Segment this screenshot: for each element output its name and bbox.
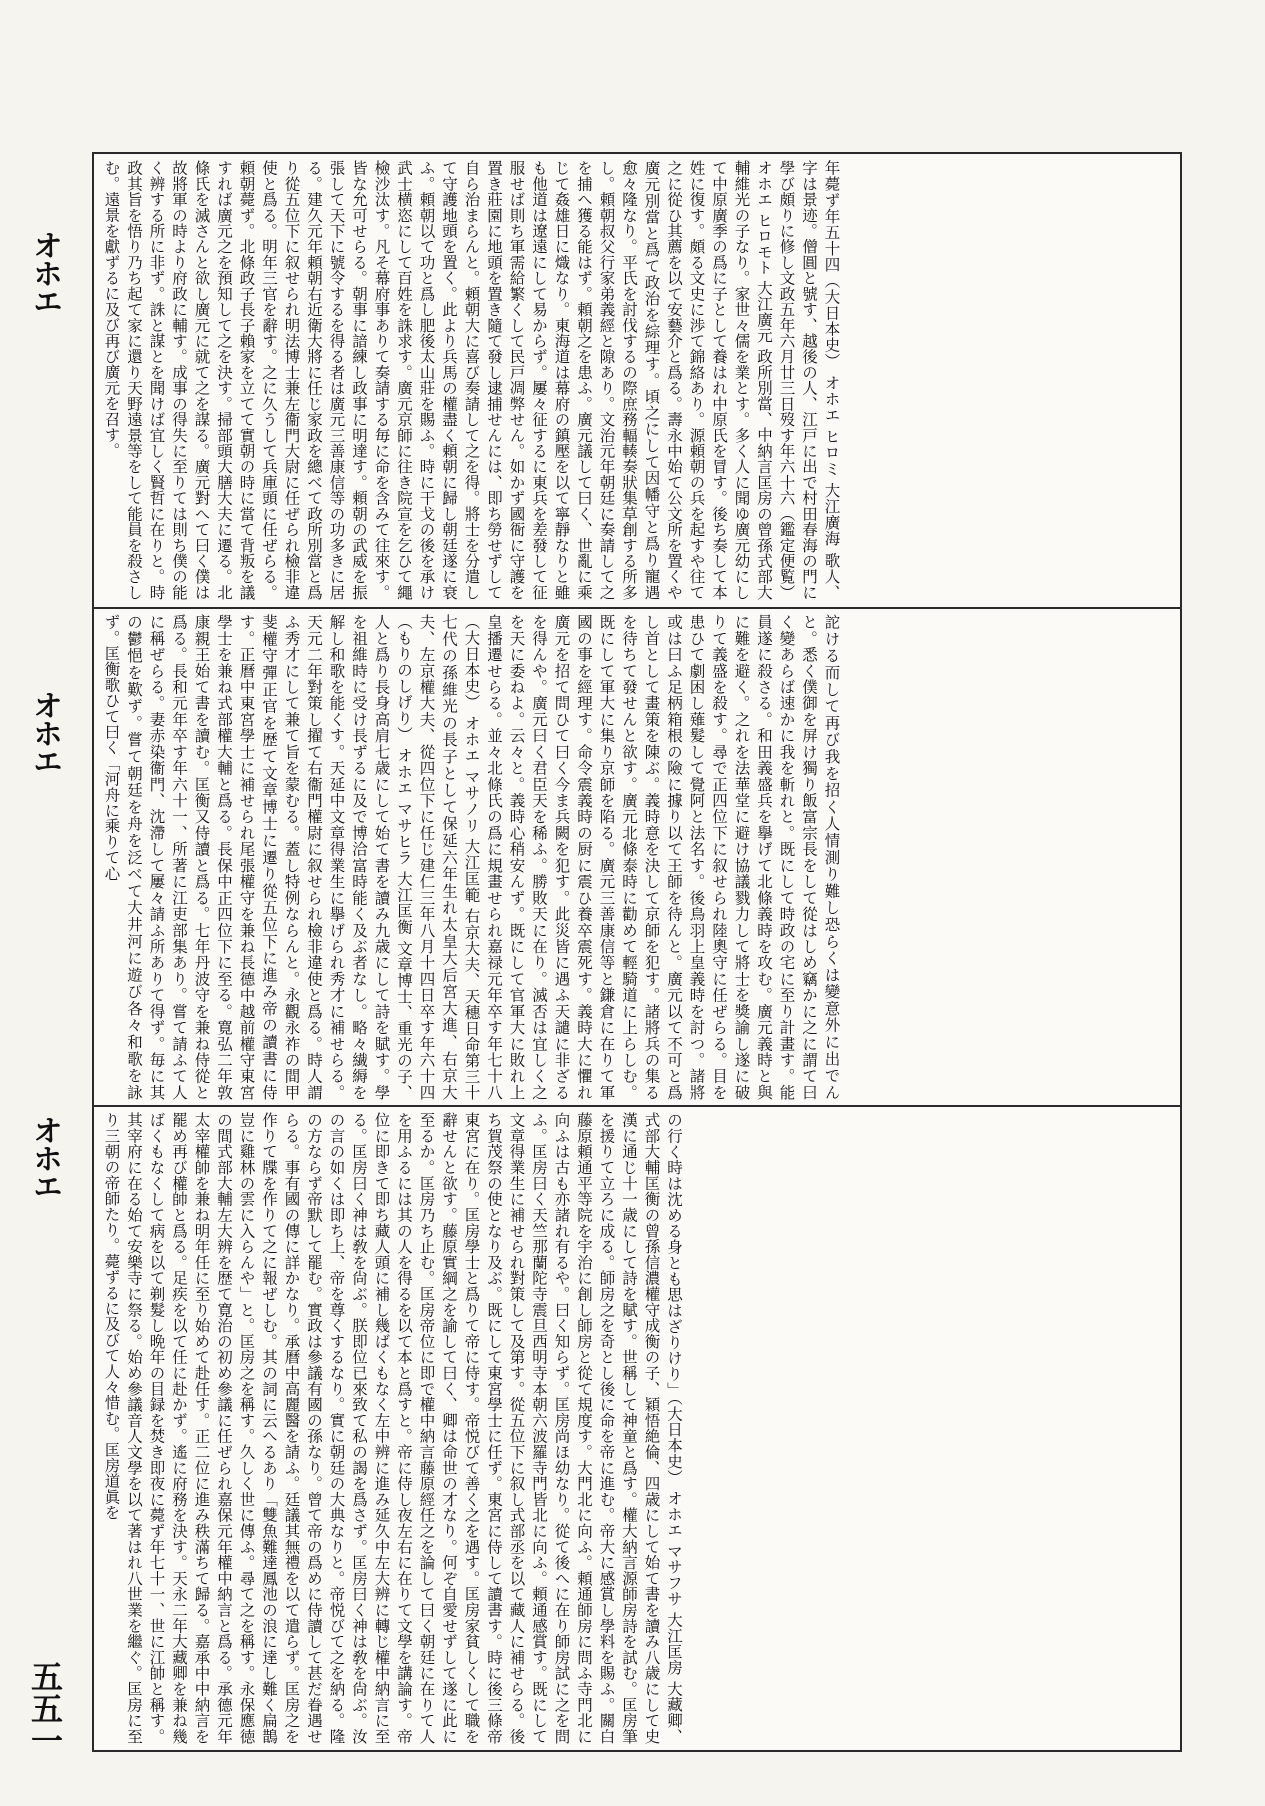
text-column-top: 年薨ず年五十四（大日本史） オホエ ヒロミ 大江廣海 歌人、字は景迹。僧圓と號す、越後の人、江戸に出で村田春海の門に學び頗りに修し文政五年六月廿三日歿す年六十六（鑑定便覧） オホエ ヒロモト 大江廣元 政所別當、中納言匡房の曾孫式部大輔維光の子なり。家世々儒を業とす。多く人に聞ゆ廣元幼にして中原廣季の爲に子として養はれ中原氏を冒す。後ち奏して本姓に復す。頗る文史に渉て錦絡あり。源頼朝の兵を起すや往て之に從ひ其薦を以て安藝介と爲る。壽永中始て公文所を置くや廣元別當と爲て政治を綜理す。頃之にして因幡守と爲り寵遇愈々隆なり。平氏を討伐するの際庶務輻輳奏狀集草創する所多し。頼朝叔父行家弟義經と隙あり。文治元年朝廷に奏請して之を捕へ獲る能はず。頼朝之を患ふ。廣元議して曰く、世亂に乘じて姦雄日に熾なり。東海道は幕府の鎮壓を以て寧靜なりと雖も他道は遼遠にして易からず。屢々征するに東兵を差發して征服せば則ち軍需給繁くして民戸凋弊せん。如かず國衙に守護を置き莊園に地頭を置き隨て發し逮捕せんには、即ち勞せずして自ら治まらんと。頼朝大に喜び奏請して之を得。將士を分遣して守護地頭を置く。此より兵馬の權盡く頼朝に歸し朝廷遂に衰ふ。頼朝以て功と爲し肥後太山莊を賜ふ。時に干戈の後を承け武士横恣にして百姓を誅求す。廣元京師に往き院宣を乞ひて繩檢沙汰す。凡そ幕府事ありて奏請する毎に命を含みて往來す。皆な允可せらる。朝事に諳練し政事に明達す。頼朝の武威を振張して天下に號令するを得る者は廣元三善康信等の功多きに居る。建久元年頼朝右近衛大將に任じ家政を總べて政所別當と爲り從五位下に叙せられ明法博士兼左衞門大尉に任ぜられ檢非違使と爲る。明年三官を辭す。之に久うして兵庫頭に任ぜらる。頼朝薨ず。北條政子長子賴家を立てて實朝の時に當て背叛を議すれば廣元之を預知して之を決す。掃部頭大膳大夫に遷る。北條氏を滅さんと欲し廣元に就て之を謀る。廣元對へて曰く僕は故將軍の時より府政に輔す。成事の得失に至りては則ち僕の能く辨する所に非ず。誅と謀とを聞けば宜しく賢哲に在りと。時政其旨を悟り乃ち起て家に還り天野遠景等をして能員を殺さしむ。遠景を獻ずるに及び再び廣元を召す。 — [102, 160, 841, 600]
rule-divider-lower — [92, 1105, 1182, 1107]
page-number: 五五一 — [26, 1660, 64, 1756]
rule-divider-upper — [92, 607, 1182, 609]
side-label-2: オホエ — [27, 690, 62, 774]
text-block-top — [100, 160, 1174, 600]
side-label-1: オホエ — [27, 230, 62, 314]
text-column-middle: 詑ける而して再び我を招く人情測り難し恐らくは變意外に出でんと。悉く僕御を屏け獨り飯富宗長をして從はしめ竊かに之に謂て曰く變あらば速かに我を斬れと。既にして時政の宅に至り計畫す。能員遂に殺さる。和田義盛兵を擧げて北條義時を攻む。廣元義時と與に難を避く。之れを法華堂に避け協議戮力して將士を獎諭し遂に破りて義盛を殺す。尋で正四位下に叙せられ陸奧守に任ぜらる。目を患ひて劇困し薙髮して覺阿と法名す。後鳥羽上皇義時を討つ。諸將或は曰ふ足柄箱根の險に據り以て王師を待んと。廣元以て不可と爲し首として畫策を陳ぶ。義時意を決して京師を犯す。諸將兵の集るを待ちて發せんと欲す。廣元北條泰時に勸めて輕騎道に上らしむ。既にして軍大に集り京師を陷る。廣元三善康信等と鎌倉に在りて軍國の事を經理す。命令震義時の厨に震ひ養卒震死す。義時大に懼れ廣元を招て問ひて曰く今ま兵闕を犯す。此災皆に遇ふ天譴に非ざるを得んや。廣元曰く君臣天を稀ふ。勝敗天に在り。滅否は宜しく之を天に委ねよ。云々と。義時心稍安んず。既にして官軍大に敗れ上皇播遷せらる。並々北條氏の爲に規畫せられ嘉禄元年卒す年七十八（大日本史） オホエ マサノリ 大江匡範 右京大夫、天穗日命第三十七代の孫維光の長子として保延六年生れ太皇大后宮大進、右京大夫、左京權大夫、從四位下に任じ建仁三年八月十四日卒す年六十四（もりのしげり） オホエ マサヒラ 大江匡衡 文章博士、重光の子、人と爲り長身高肩七歳にして始て書を讀み九歳にして詩を賦す。學を祖維時に受け長ずるに及で博洽富時能く及ぶ者なし。略々繊縟を解し和歌を能くす。天延中文章得業生に擧げられ秀才に補せらる。天元二年對策し擢て右衞門權尉に叙せられ檢非違使と爲る。時人謂ふ秀才にして兼て旨を蒙むる。蓋し特例ならんと。永觀永祚の間甲斐權守彈正官を歴て文章博士に遷り從五位下に進み帝の讀書に侍す。正曆中東宮學士に補せられ尾張權守を兼ね長德中越前權守東宮學士を兼ね式部權大輔と爲る。長保中正四位下に至る。寛弘二年敦康親王始て書を讀む。匡衡又侍讀と爲る。七年丹波守を兼ね侍從と爲る。長和元年卒す年六十一、所著に江吏部集あり。嘗て請ふて人に稱ぜらる。妻赤染衞門、沈滯して屢々請ふ所ありて得ず。毎に其の鬱悒を歎ず。嘗て朝廷を舟を泛べて大井河に遊び各々和歌を詠ず。匡衡歌ひて曰く「河舟に乘りて心 — [102, 614, 841, 1100]
text-column-bottom: の行く時は沈める身とも思はざりけり」（大日本史） オホエ マサフサ 大江匡房 大藏卿、式部大輔匡衡の曾孫信濃權守成衡の子、穎悟絶倫、四歳にして始て書を讀み八歳にして史漢に通じ十一歳にして詩を賦す。世稱して神童と爲す。權大納言源師房詩を試む。匡房筆を援りて立ろに成る。師房之を奇とし後に命を帝に進む。帝大に感賞し學料を賜ふ。關白藤原頼通平等院を宇治に創し師房と從て規度す。大門北に向ふ。頼通師房に問ふ寺門北に向ふは古も亦諸れ有るや。曰く知らず。匡房尚ほ幼なり。從て後へに在り師房試に之を問ふ。匡房曰く天竺那蘭陀寺震旦西明寺本朝六波羅寺門皆北に向ふ。頼通感賞す。既にして文章得業生に補せられ對策して及第す。從五位下に叙し式部丞を以て藏人に補せらる。後ち賀茂祭の使となり及ぶ。既にして東宮學士に任ず。東宮に侍して讀書す。時に後三條帝東宮に在り。匡房學士と爲りて帝に侍す。帝悦びて善く之を遇す。匡房家貧しくして職を辭せんと欲す。藤原實綱之を諭して曰く、卿は命世の才なり。何ぞ自愛せずして遂に此に至るか。匡房乃ち止む。匡房帝位に即で權中納言藤原經任之を論して曰く朝廷に在りて人を用ふるには其の人を得るを以て本と爲すと。帝に侍し夜左右に在りて文學を講論す。帝位に即きて即ち藏人頭に補し幾ばくもなく左中辨に進み延久中左大辨に轉じ權中納言に至る。匡房曰く神は敎を尙ぶ。朕即位已來致て私の謁を爲さず。匡房曰く神は敎を尙ぶ。汝の言の如くは即ち上、帝を尊くするなり。實に朝廷の大典なりと。帝悦びて之を納る。隆の方ならず帝默して罷む。實政は參議有國の孫なり。曾て帝の爲めに侍讀して甚だ眷遇せらる。事有國の傳に詳かなり。承曆中高麗醫を請ふ。廷議其無禮を以て遣らず。匡房之を作りて牒を作りて之に報ぜしむ。其の詞に云へるあり「雙魚難達鳳池の浪に達し難く扁鵲豈に雞林の雲に入らんや」と。匡房之を稱す。久しく世に傳ふ。尋て之を稱す。永保應徳の間式部大輔左大辨を歴て寛治の初め參議に任ぜられ嘉保元年權中納言と爲る。承德元年太宰權帥を兼ね明年任に至り始めて赴任す。正二位に進み秩滿ちて歸る。嘉承中中納言を罷め再び權帥と爲る。足疾を以て任に赴かず。遙に府務を決す。天永二年大藏卿を兼ね幾ばくもなくして病を以て剃髮し晩年の目録を焚き即夜に薨ず年七十一、世に江帥と稱す。其宰府に在る始て安樂寺に祭る。始め參議音人文學を以て著はれ八世業を繼ぐ。匡房に至り三朝の帝師たり。薨ずるに及びて人々惜む。匡房道眞を — [102, 1112, 683, 1744]
text-block-bottom — [100, 1112, 1174, 1744]
side-label-3: オホエ — [27, 1115, 62, 1199]
text-block-middle — [100, 614, 1174, 1100]
